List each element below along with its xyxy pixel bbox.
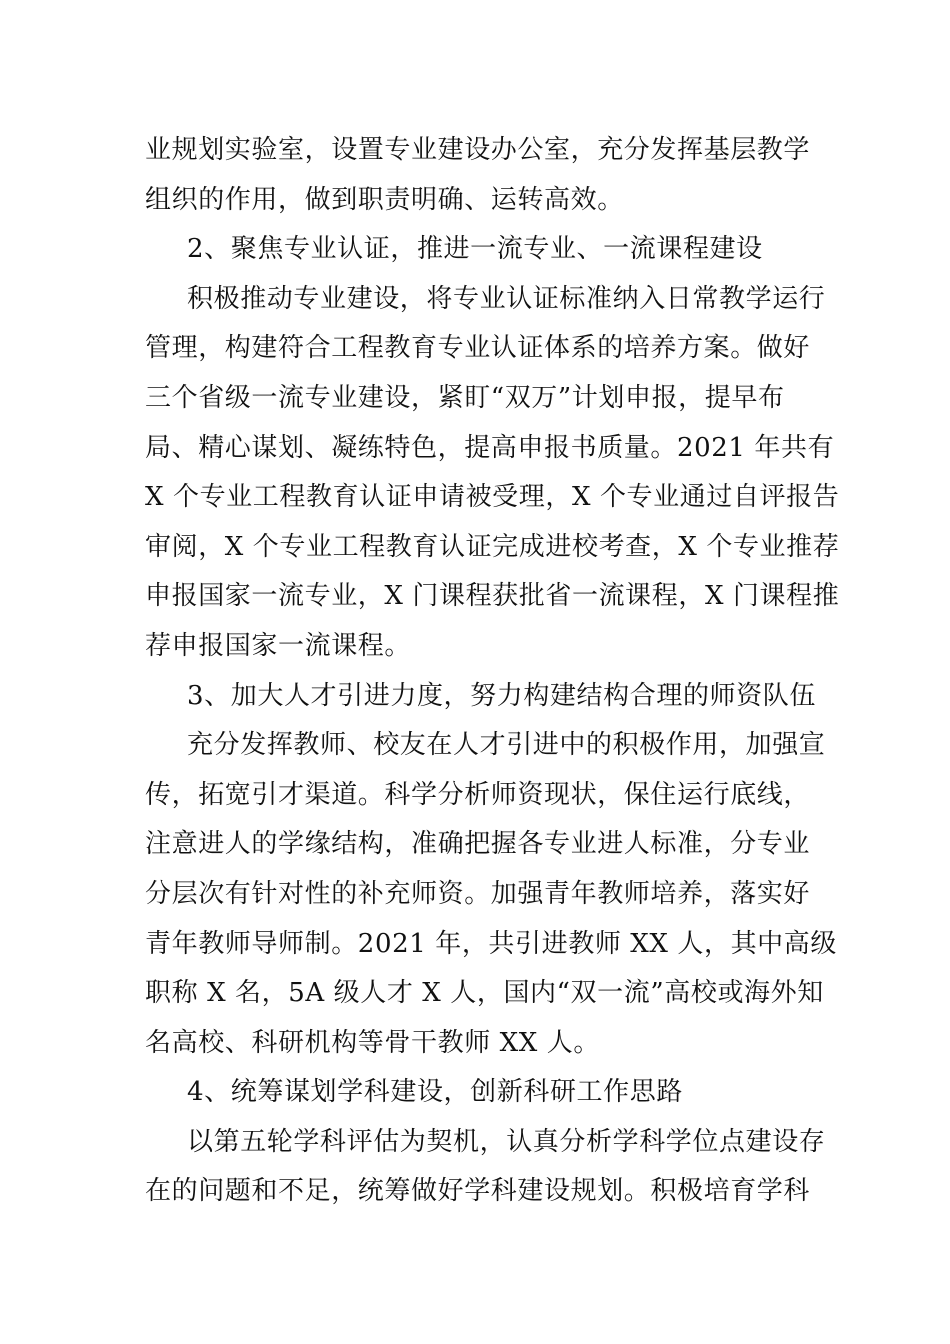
body-text-line: 青年教师导师制。2021 年，共引进教师 XX 人，其中高级 [145,928,837,959]
section-heading-3: 3、加大人才引进力度，努力构建结构合理的师资队伍 [187,680,816,711]
body-text-line: 管理，构建符合工程教育专业认证体系的培养方案。做好 [145,333,811,364]
body-text-line: 局、精心谋划、凝练特色，提高申报书质量。2021 年共有 [145,432,835,463]
body-text-line: 职称 X 名，5A 级人才 X 人，国内“双一流”高校或海外知 [145,978,824,1009]
document-body [145,126,840,1217]
body-text-line: 三个省级一流专业建设，紧盯“双万”计划申报，提早布 [145,382,785,413]
body-text-line: 分层次有针对性的补充师资。加强青年教师培养，落实好 [145,878,811,909]
body-text-line: 审阅，X 个专业工程教育认证完成进校考查，X 个专业推荐 [145,531,840,562]
body-text-line: 注意进人的学缘结构，准确把握各专业进人标准，分专业 [145,829,811,860]
body-text-line: 业规划实验室，设置专业建设办公室，充分发挥基层教学 [145,135,811,165]
body-text-line: 荐申报国家一流课程。 [145,630,412,661]
section-heading-4: 4、统筹谋划学科建设，创新科研工作思路 [187,1077,683,1108]
body-text-line: 组织的作用，做到职责明确、运转高效。 [145,184,624,215]
body-text-line: X 个专业工程教育认证申请被受理，X 个专业通过自评报告 [145,482,840,513]
body-text-line: 以第五轮学科评估为契机，认真分析学科学位点建设存 [187,1126,826,1157]
body-text-line: 在的问题和不足，统筹做好学科建设规划。积极培育学科 [145,1176,811,1207]
body-text-line: 申报国家一流专业，X 门课程获批省一流课程，X 门课程推 [145,581,840,612]
body-text-line: 积极推动专业建设，将专业认证标准纳入日常教学运行 [187,283,826,314]
body-text-line: 充分发挥教师、校友在人才引进中的积极作用，加强宣 [187,730,826,761]
section-heading-2: 2、聚焦专业认证，推进一流专业、一流课程建设 [187,234,763,265]
body-text-line: 传，拓宽引才渠道。科学分析师资现状，保住运行底线， [145,779,811,810]
body-text-line: 名高校、科研机构等骨干教师 XX 人。 [145,1027,600,1058]
